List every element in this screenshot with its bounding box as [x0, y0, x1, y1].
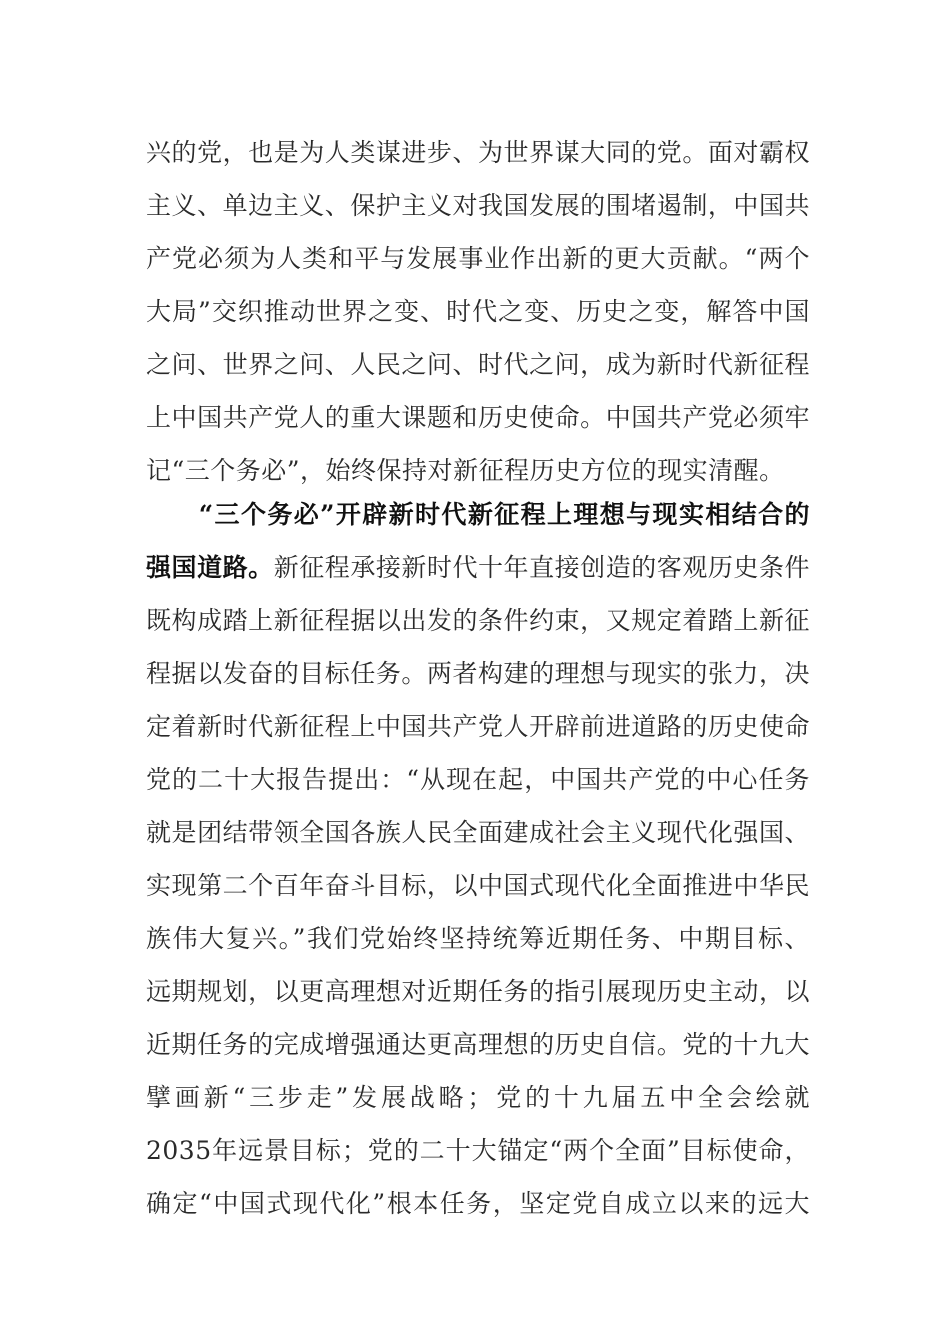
text-line: 定着新时代新征程上中国共产党人开辟前进道路的历史使命 — [146, 712, 810, 741]
text-line: 之问、世界之问、人民之问、时代之问，成为新时代新征程 — [146, 350, 810, 379]
text-line: 确定“中国式现代化”根本任务，坚定党自成立以来的远大 — [146, 1189, 810, 1218]
paragraph-2 — [146, 488, 810, 1230]
text-line: 既构成踏上新征程据以出发的条件约束，又规定着踏上新征 — [146, 606, 810, 635]
text-line: 近期任务的完成增强通达更高理想的历史自信。党的十九大 — [146, 1030, 810, 1059]
text-line: 实现第二个百年奋斗目标，以中国式现代化全面推进中华民 — [146, 871, 810, 900]
text-line: 兴的党，也是为人类谋进步、为世界谋大同的党。面对霸权 — [146, 138, 810, 167]
text-line: 上中国共产党人的重大课题和历史使命。中国共产党必须牢 — [146, 403, 810, 432]
text-line: 党的二十大报告提出：“从现在起，中国共产党的中心任务 — [146, 765, 810, 794]
paragraph-1 — [146, 126, 810, 497]
text-line: 远期规划，以更高理想对近期任务的指引展现历史主动，以 — [146, 977, 810, 1006]
text-line: 大局”交织推动世界之变、时代之变、历史之变，解答中国 — [146, 297, 810, 326]
text-line: 产党必须为人类和平与发展事业作出新的更大贡献。“两个 — [146, 244, 810, 273]
text-line: 擘画新“三步走”发展战略；党的十九届五中全会绘就 — [146, 1083, 810, 1112]
text-line — [146, 541, 810, 594]
text-line: 2035年远景目标；党的二十大锚定“两个全面”目标使命， — [146, 1136, 810, 1165]
text-line: 族伟大复兴。”我们党始终坚持统筹近期任务、中期目标、 — [146, 924, 810, 953]
text-line: 程据以发奋的目标任务。两者构建的理想与现实的张力，决 — [146, 659, 810, 688]
text-line: 主义、单边主义、保护主义对我国发展的围堵遏制，中国共 — [146, 191, 810, 220]
text-line: 就是团结带领全国各族人民全面建成社会主义现代化强国、 — [146, 818, 810, 847]
section-heading: “三个务必”开辟新时代新征程上理想与现实相结合的 — [146, 500, 810, 529]
section-heading-end: 强国道路。 — [146, 553, 274, 582]
text-line: 记“三个务必”，始终保持对新征程历史方位的现实清醒。 — [146, 456, 785, 485]
text-line-rest: 新征程承接新时代十年直接创造的客观历史条件 — [273, 553, 810, 582]
